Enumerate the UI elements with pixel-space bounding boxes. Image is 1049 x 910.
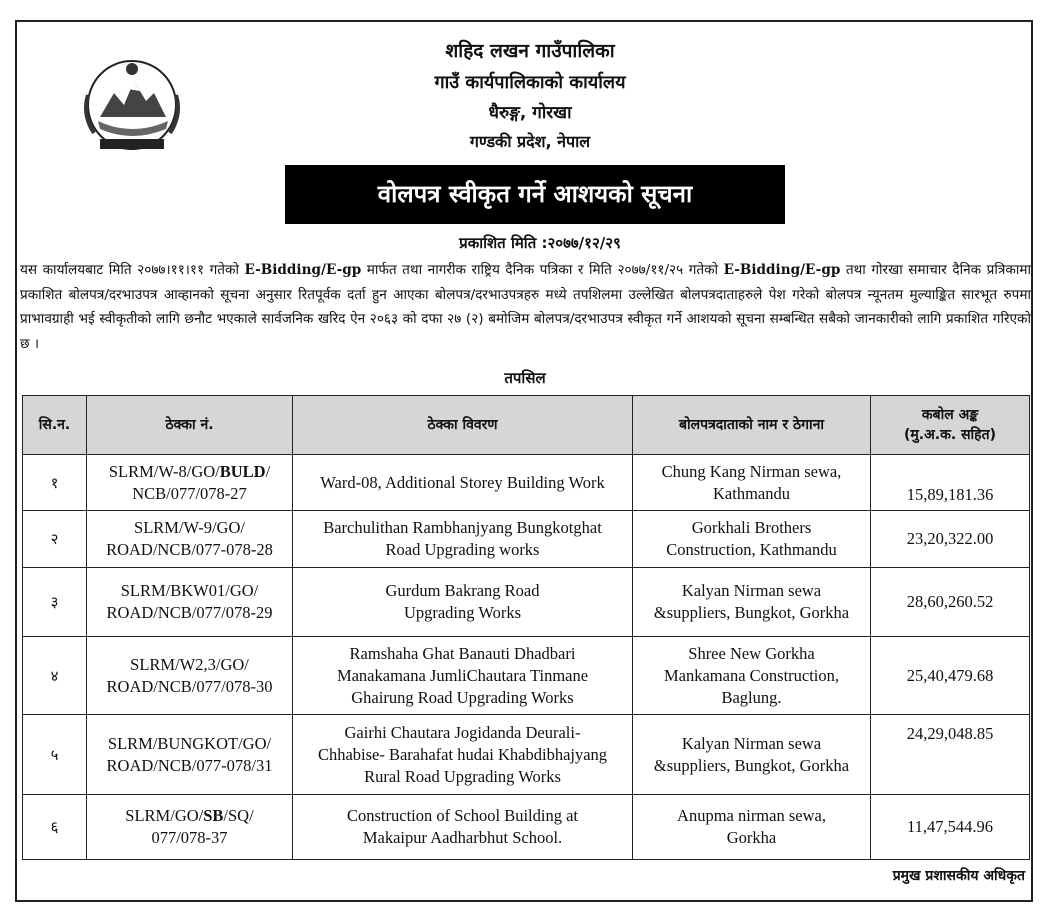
row-contract-no: [87, 455, 293, 511]
row-bid-amount: 28,60,260.52: [871, 568, 1030, 637]
row-description: [293, 637, 633, 715]
contract-no-line2: ROAD/NCB/077/078-29: [106, 603, 273, 622]
header-contract-no: ठेक्का नं.: [87, 396, 293, 455]
bid-table: [22, 395, 1030, 860]
row-bid-amount: 11,47,544.96: [871, 795, 1030, 860]
contract-no-line2: ROAD/NCB/077-078-28: [106, 540, 273, 559]
row-bid-amount: 23,20,322.00: [871, 511, 1030, 568]
row-contract-no: [87, 568, 293, 637]
row-serial-no: ४: [23, 637, 87, 715]
description-line: Road Upgrading works: [385, 540, 540, 559]
description-line: Gurdum Bakrang Road: [385, 581, 540, 600]
description-line: Ward-08, Additional Storey Building Work: [320, 472, 605, 492]
row-description: [293, 795, 633, 860]
contract-no-part: /: [265, 461, 271, 481]
contract-no-line1: SLRM/W2,3/GO/: [130, 654, 249, 674]
contract-no-line1: SLRM/BUNGKOT/GO/: [107, 733, 272, 753]
bidder-line: Shree New Gorkha: [688, 643, 815, 663]
contract-no-part: SLRM/GO/: [125, 806, 204, 825]
row-bidder: [633, 568, 871, 637]
header-bidder-name-address: बोलपत्रदाताको नाम र ठेगाना: [633, 396, 871, 455]
row-bidder: [633, 455, 871, 511]
contract-no-line2: ROAD/NCB/077-078/31: [106, 755, 273, 775]
row-contract-no: [87, 715, 293, 795]
body-ebidding-2: E-Bidding/E-gp: [723, 262, 841, 278]
notice-title-banner: वोलपत्र स्वीकृत गर्ने आशयको सूचना: [285, 165, 785, 224]
table-row: [23, 795, 1030, 860]
row-contract-no: [87, 795, 293, 860]
bidder-line: Chung Kang Nirman sewa,: [661, 461, 842, 481]
province-country: गण्डकी प्रदेश, नेपाल: [469, 132, 591, 151]
row-bidder: [633, 637, 871, 715]
row-contract-no: [87, 637, 293, 715]
description-line: Barchulithan Rambhanjyang Bungkotghat: [323, 518, 602, 537]
row-bid-amount: 25,40,479.68: [871, 637, 1030, 715]
bidder-line: Mankamana Construction,: [663, 665, 840, 685]
signatory-title: प्रमुख प्रशासकीय अधिकृत: [892, 868, 1025, 884]
bidder-line: Gorkhali Brothers: [691, 518, 812, 537]
schedule-heading: तपसिल: [504, 369, 546, 387]
contract-no-part: SLRM/W-8/GO/: [108, 461, 220, 481]
row-bid-amount: 15,89,181.36: [871, 455, 1030, 511]
published-date: प्रकाशित मिति :२०७७/१२/२९: [459, 234, 621, 252]
contract-no-line1: [91, 805, 288, 827]
contract-no-bold-part: BULD: [219, 461, 266, 481]
description-line: Ghairung Road Upgrading Works: [351, 687, 574, 707]
table-row: [23, 455, 1030, 511]
bidder-line: &suppliers, Bungkot, Gorkha: [653, 603, 850, 622]
bidder-line: &suppliers, Bungkot, Gorkha: [653, 755, 850, 775]
body-ebidding-1: E-Bidding/E-gp: [244, 262, 362, 278]
header-serial-no: सि.न.: [23, 396, 87, 455]
header-bid-amount: [871, 396, 1030, 455]
row-serial-no: ५: [23, 715, 87, 795]
bidder-line: Gorkha: [726, 828, 777, 847]
contract-no-part: /SQ/: [223, 806, 254, 825]
bidder-line: Kalyan Nirman sewa: [681, 581, 822, 600]
table-row: [23, 511, 1030, 568]
contract-no-line1: SLRM/BKW01/GO/: [120, 581, 259, 600]
header-bid-amount-line2: (मु.अ.क. सहित): [904, 427, 996, 443]
table-row: [23, 568, 1030, 637]
bid-table-header-row: [23, 396, 1030, 455]
bidder-line: Anupma nirman sewa,: [677, 806, 826, 825]
description-line: Gairhi Chautara Jogidanda Deurali-: [344, 722, 581, 742]
contract-no-bold-part: SB: [203, 806, 224, 825]
nepal-government-emblem: [80, 55, 185, 155]
row-contract-no: [87, 511, 293, 568]
row-serial-no: ३: [23, 568, 87, 637]
office-location: धैरुङ्ग, गोरखा: [488, 103, 572, 123]
row-bid-amount: 24,29,048.85: [871, 715, 1030, 795]
description-line: Manakamana JumliChautara Tinmane: [336, 665, 589, 685]
body-text-part1: यस कार्यालयबाट मिति २०७७।११।११ गतेको: [20, 262, 245, 278]
header-contract-description: ठेक्का विवरण: [293, 396, 633, 455]
row-serial-no: २: [23, 511, 87, 568]
row-description: [293, 715, 633, 795]
body-text-part3: तथा गोरखा समाचार दैनिक प्रत्रिकामा प्रकाशित बोलपत्र/दरभाउपत्र आव्हानको सूचना अनुसार रितपूर्वक दर्ता हुन आएका बोलपत्र/दरभाउपत्रहरु मध्ये तपशिलमा उल्लेखित बोलपत्रदाताहरुले पेश गरेको बोलपत्र न्यूनतम मुल्याङ्कित सारभूत रुपमा प्राभावग्राही भई स्वीकृतीको लागि छनौट भएकाले सार्वजनिक खरिद ऐन २०६३ को दफा २७ (२) बमोजिम बोलपत्र/दरभाउपत्र स्वीकृत गर्ने आशयको सूचना सम्बन्धित सबैको जानकारीको लागि प्रकाशित गरिएको छ ।: [20, 262, 1031, 352]
description-line: Construction of School Building at: [347, 806, 578, 825]
contract-no-line1: SLRM/W-9/GO/: [134, 518, 245, 537]
row-bidder: [633, 795, 871, 860]
row-serial-no: १: [23, 455, 87, 511]
contract-no-line2: ROAD/NCB/077/078-30: [106, 676, 273, 696]
office-name: गाउँ कार्यपालिकाको कार्यालय: [434, 72, 626, 93]
row-description: [293, 511, 633, 568]
row-description: [293, 568, 633, 637]
description-line: Upgrading Works: [403, 603, 522, 622]
description-line: Makaipur Aadharbhut School.: [362, 828, 563, 847]
description-line: Chhabise- Barahafat hudai Khabdibhajyang: [317, 744, 608, 764]
table-row: [23, 637, 1030, 715]
header-bid-amount-line1: कबोल अङ्क: [921, 407, 979, 423]
description-line: Rural Road Upgrading Works: [364, 766, 561, 786]
notice-body: [20, 258, 1031, 356]
bidder-line: Kathmandu: [713, 483, 790, 503]
municipality-name: शहिद लखन गाउँपालिका: [445, 40, 615, 62]
contract-no-line2: NCB/077/078-27: [132, 483, 247, 503]
contract-no-line2: 077/078-37: [151, 828, 228, 847]
description-line: Ramshaha Ghat Banauti Dhadbari: [349, 643, 576, 663]
table-row: [23, 715, 1030, 795]
bidder-line: Baglung.: [721, 687, 782, 707]
row-bidder: [633, 511, 871, 568]
bidder-line: Construction, Kathmandu: [666, 540, 837, 559]
bidder-line: Kalyan Nirman sewa: [681, 733, 822, 753]
body-text-part2: मार्फत तथा नागरीक राष्ट्रिय दैनिक पत्रिका र मिति २०७७/११/२५ गतेको: [361, 262, 724, 278]
row-description: [293, 455, 633, 511]
row-bidder: [633, 715, 871, 795]
contract-no-line1: [91, 461, 288, 483]
row-serial-no: ६: [23, 795, 87, 860]
